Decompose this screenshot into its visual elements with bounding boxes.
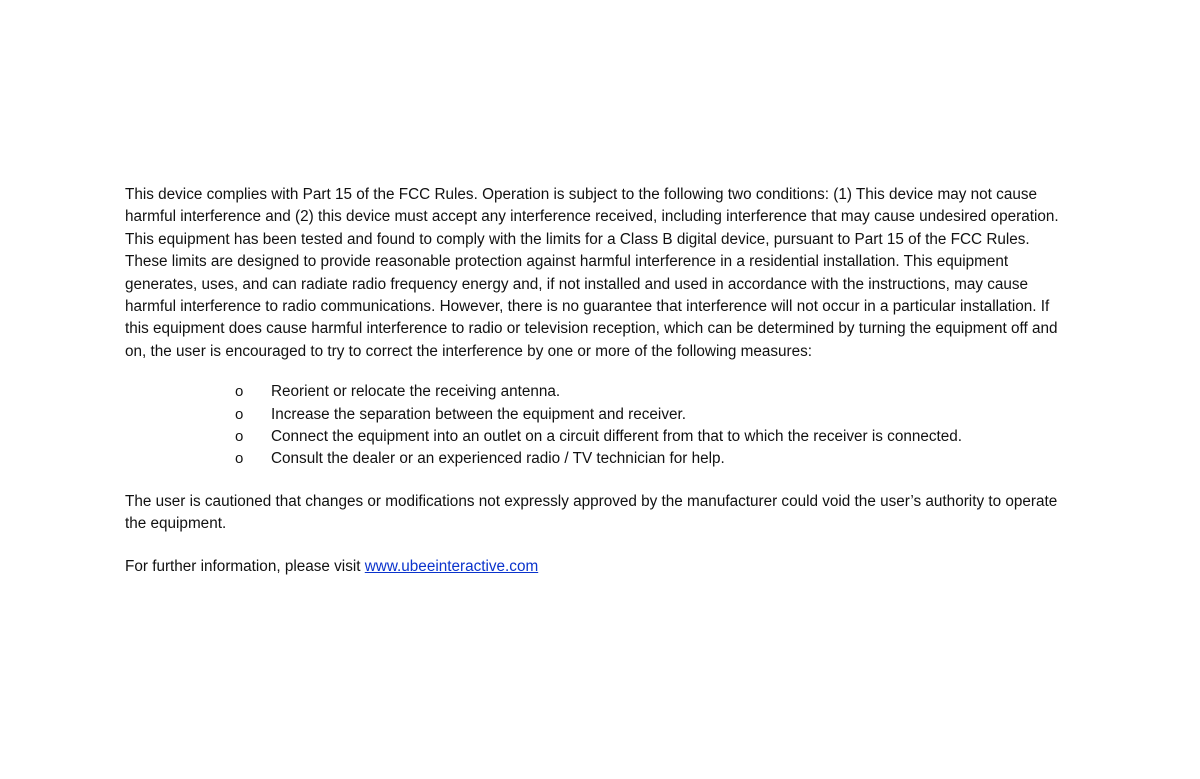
fcc-compliance-paragraph: This device complies with Part 15 of the FCC Rules. Operation is subject to the following two conditions: (1) This device may not cause harmful interference and (2) this device must accept any interference received, including interference that may cause undesired operation. This equipment has been tested and found to comply with the limits for a Class B digital device, pursuant to Part 15 of the FCC Rules. These limits are designed to provide reasonable protection against harmful interference in a residential installation. This equipment generates, uses, and can radiate radio frequency energy and, if not installed and used in accordance with the instructions, may cause harmful interference to radio communications. However, there is no guarantee that interference will not occur in a particular installation. If this equipment does cause harmful interference to radio or television reception, which can be determined by turning the equipment off and on, the user is encouraged to try to correct the interference by one or more of the following measures: bbox=[125, 186, 1059, 360]
modification-caution-paragraph: The user is cautioned that changes or modifications not expressly approved by the manufacturer could void the user’s authority to operate the equipment. bbox=[125, 492, 1058, 533]
list-item bbox=[125, 448, 1085, 470]
measure-text: Connect the equipment into an outlet on a circuit different from that to which the receiver is connected. bbox=[271, 428, 963, 446]
measure-text: Reorient or relocate the receiving antenna. bbox=[271, 383, 561, 401]
further-info-paragraph bbox=[125, 556, 1085, 578]
list-item bbox=[125, 426, 1085, 448]
fcc-notice-document bbox=[125, 184, 1085, 578]
website-link[interactable]: www.ubeeinteractive.com bbox=[364, 557, 539, 575]
measure-text: Consult the dealer or an experienced radio / TV technician for help. bbox=[271, 450, 725, 468]
list-item bbox=[125, 381, 1085, 403]
hollow-bullet-icon: o bbox=[235, 383, 244, 401]
measure-text: Increase the separation between the equipment and receiver. bbox=[271, 405, 686, 423]
interference-measures-list bbox=[125, 381, 1085, 471]
further-info-text: For further information, please visit bbox=[125, 557, 365, 575]
hollow-bullet-icon: o bbox=[235, 405, 244, 423]
list-item bbox=[125, 404, 1085, 426]
hollow-bullet-icon: o bbox=[235, 450, 244, 468]
hollow-bullet-icon: o bbox=[235, 428, 244, 446]
